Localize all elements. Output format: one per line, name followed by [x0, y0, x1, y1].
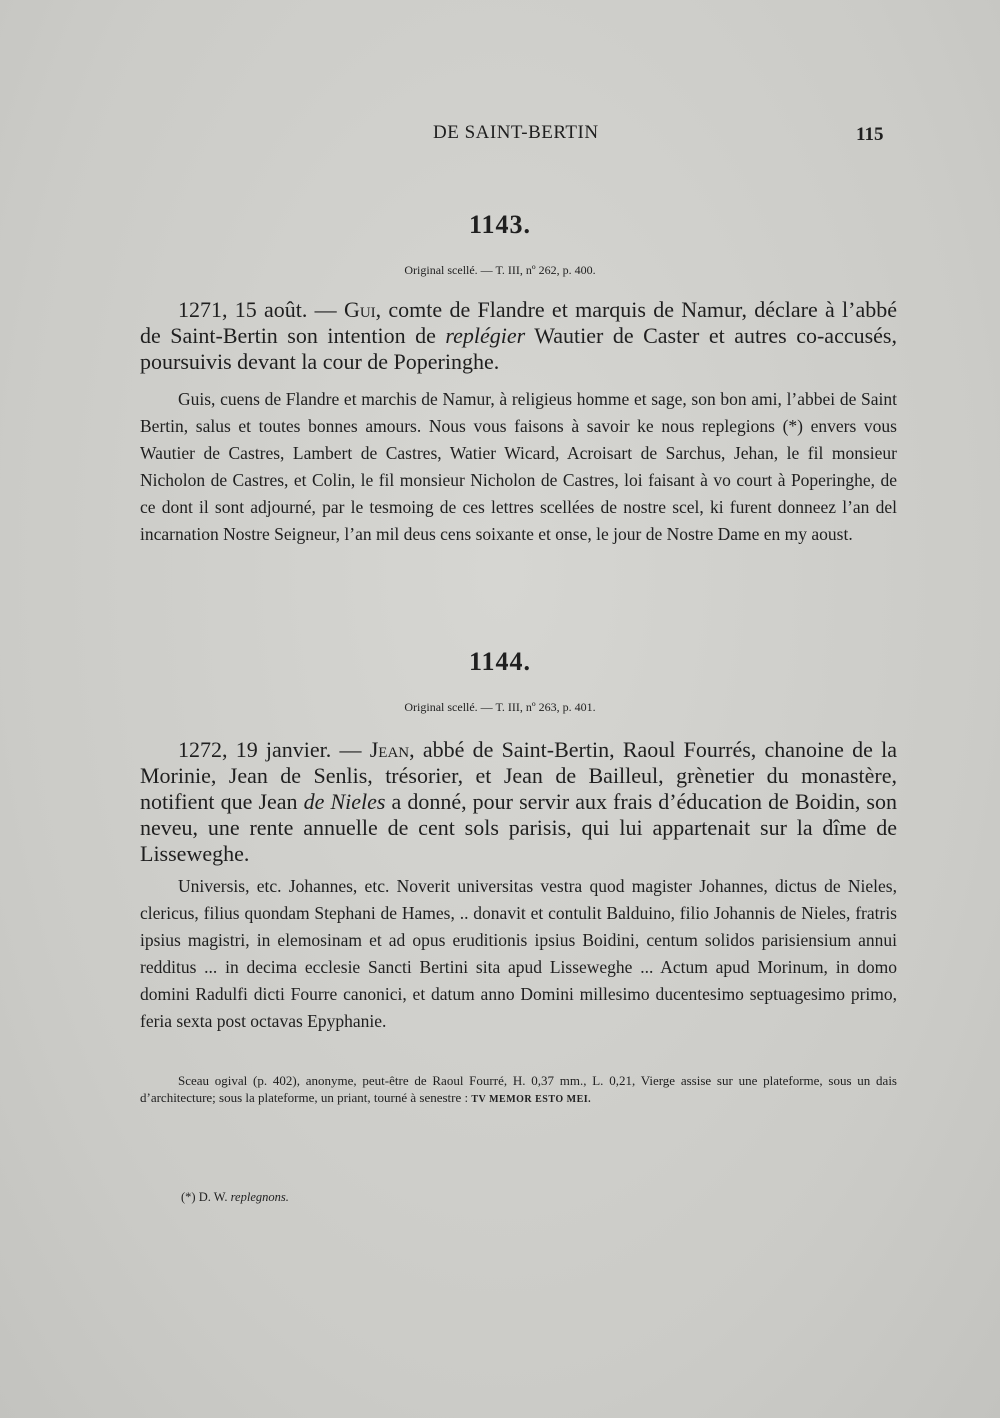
summary-person: Jean [369, 737, 410, 762]
entry-number-1143: 1143. [468, 210, 532, 239]
seal-legend: TV MEMOR ESTO MEI. [471, 1094, 592, 1105]
seal-note-text: Sceau ogival (p. 402), anonyme, peut-être de Raoul Fourré, H. 0,37 mm., L. 0,21, Vierge assise sur une plateforme, sous un dais d’architecture; sous la plateforme, un priant, tourné à senestre : [140, 1073, 897, 1105]
summary-text: , abbé de Saint-Bertin, Raoul Fourrés, chanoine de la Morinie, Jean de Senlis, trésorier, et Jean de Bailleul, grènetier du monastère, notifient que Jean [140, 737, 897, 814]
summary-1144 [140, 737, 897, 867]
footnote-mark: (*) D. W. [181, 1190, 231, 1204]
summary-date: 1272, 19 janvier. — [178, 737, 370, 762]
summary-text-end: Wautier de Caster et autres co-accusés, poursuivis devant la cour de Poperinghe. [140, 323, 897, 374]
charter-text-1143: Guis, cuens de Flandre et marchis de Namur, à religieus homme et sage, son bon ami, l’abbei de Saint Bertin, salus et toutes bonnes amours. Nous vous faisons à savoir ke nous replegions (*) envers vous Wautier de Castres, Lambert de Castres, Watier Wicard, Acroisart de Sarchus, Jehan, le fil monsieur Nicholon de Castres, et Colin, le fil monsieur Nicholon de Castres, loi faisant à vo court à Poperinghe, de ce dont il sont adjourné, par le tesmoing de ces lettres scellées de nostre scel, ki furent donneez l’an del incarnation Nostre Seigneur, l’an mil deus cens soixante et onse, le jour de Nostre Dame en my aoust. [140, 389, 897, 544]
footnote [181, 1190, 289, 1205]
summary-1143 [140, 297, 897, 375]
summary-text-end: a donné, pour servir aux frais d’éducation de Boidin, son neveu, une rente annuelle de cent sols parisis, qui lui appartenait sur la dîme de Lisseweghe. [140, 789, 897, 866]
summary-italic-term: de Nieles [303, 789, 386, 814]
summary-text: , comte de Flandre et marquis de Namur, déclare à l’abbé de Saint-Bertin son intention de [140, 297, 897, 348]
summary-date: 1271, 15 août. — [178, 297, 344, 322]
source-reference-1143: Original scellé. — T. III, nº 262, p. 400. [404, 263, 596, 277]
source-reference-1144: Original scellé. — T. III, nº 263, p. 401. [404, 700, 596, 714]
running-title: DE SAINT-BERTIN [433, 122, 599, 143]
entry-number-1144: 1144. [468, 647, 532, 676]
running-header [0, 122, 1000, 152]
footnote-variant: replegnons. [230, 1190, 289, 1204]
page-number: 115 [856, 124, 884, 145]
seal-description [140, 1072, 897, 1108]
summary-italic-term: replégier [445, 323, 526, 348]
summary-person: Gui [343, 297, 376, 322]
charter-text-1144: Universis, etc. Johannes, etc. Noverit universitas vestra quod magister Johannes, dictus de Nieles, clericus, filius quondam Stephani de Hames, .. donavit et contulit Balduino, filio Johannis de Nieles, fratris ipsius magistri, in elemosinam et ad opus eruditionis ipsius Boidini, centum solidos parisiensium annui redditus ... in decima ecclesie Sancti Bertini sita apud Lisseweghe ... Actum apud Morinum, in domo domini Radulfi dicti Fourre canonici, et datum anno Domini millesimo ducentesimo septuagesimo primo, feria sexta post octavas Epyphanie. [140, 876, 897, 1031]
